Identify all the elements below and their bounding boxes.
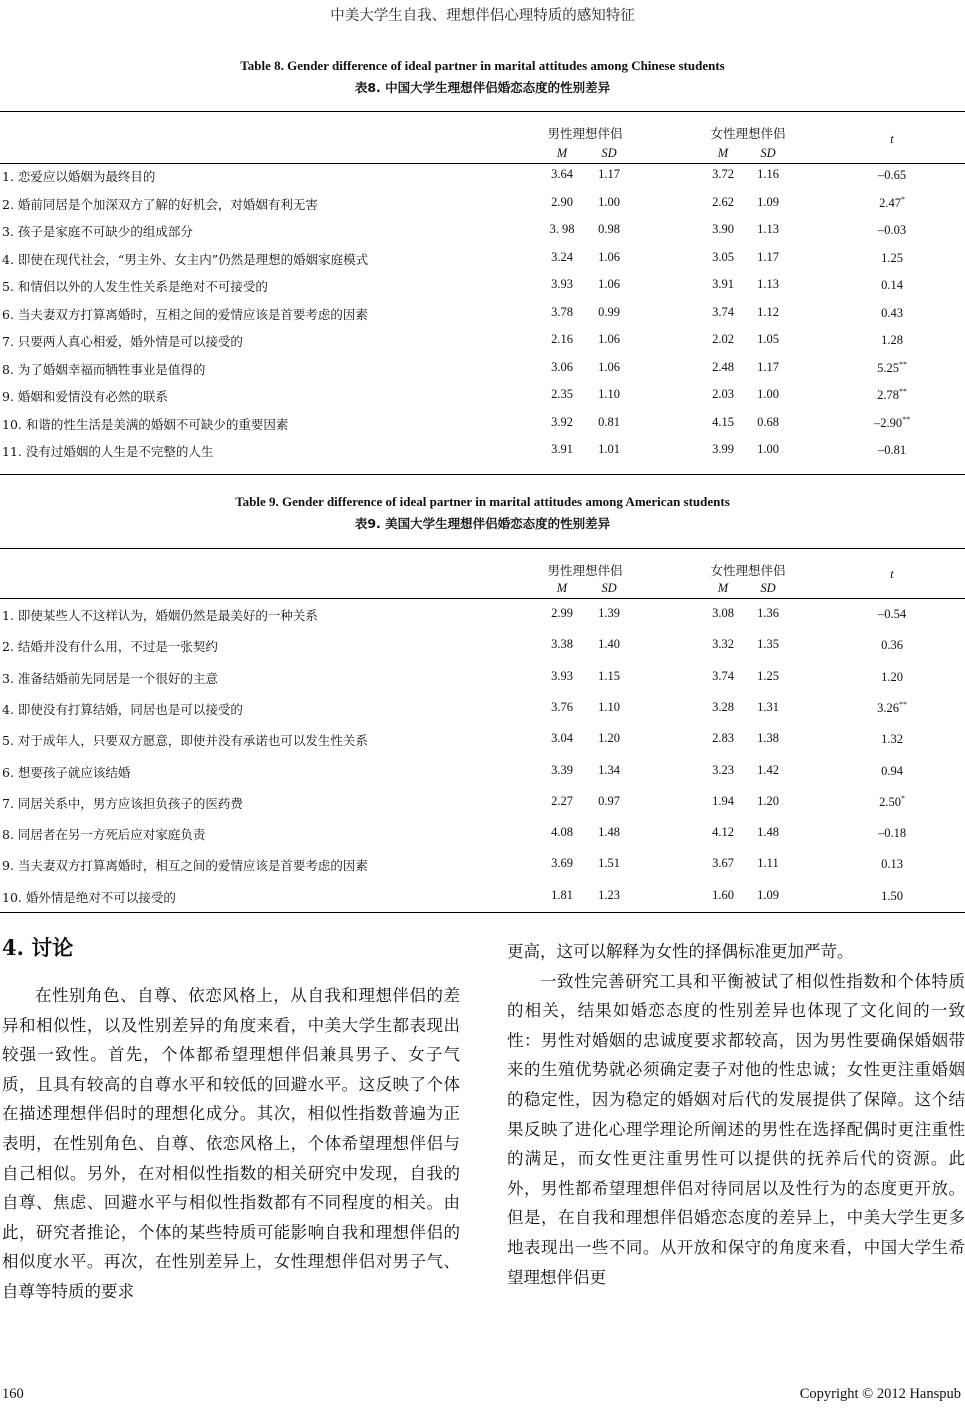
table9-sub-m2: M [717, 581, 729, 595]
significance-marker: * [900, 194, 905, 204]
table8-sub-sd1: SD [601, 146, 617, 160]
table9-bottom-rule [0, 912, 965, 913]
significance-marker: ** [898, 387, 907, 396]
table-row [0, 700, 965, 720]
table-row [0, 763, 965, 783]
cell-t [852, 222, 932, 238]
cell-sd2: 1.20 [757, 793, 779, 808]
cell-m2: 2.48 [712, 359, 734, 374]
cell-sd2: 1.31 [757, 699, 779, 714]
cell-m1: 3.91 [551, 442, 573, 456]
t-value: –2.90 [873, 415, 903, 430]
table-row [0, 305, 965, 325]
table-row [0, 669, 965, 689]
cell-sd1: 1.51 [598, 856, 620, 871]
left-paragraph: 在性别角色、自尊、依恋风格上，从自我和理想伴侣的差异和相似性，以及性别差异的角度来看，中美大学生都表现出较强一致性。首先，个体都希望理想伴侣兼具男子、女子气质，且具有较高的自尊水平和较低的回避水平。这反映了个体在描述理想伴侣时的理想化成分。其次，相似性指数普遍为正表明，在性别角色、自尊、依恋风格上，个体希望理想伴侣与自己相似。另外，在对相似性指数的相关研究中发现，自我的自尊、焦虑、回避水平与相似性指数都有不同程度的相关。由此，研究者推论，个体的某些特质可能影响自我和理想伴侣的相似度水平。再次，在性别差异上，女性理想伴侣对男子气、自尊等特质的要求 [2, 986, 460, 1301]
cell-m1: 2.35 [551, 387, 573, 401]
table-row [0, 250, 965, 270]
table9-sub-sd2: SD [760, 581, 776, 595]
significance-marker: ** [902, 414, 911, 424]
table9-top-rule [0, 548, 965, 549]
cell-m2: 3.72 [712, 167, 734, 181]
cell-m2: 2.62 [712, 194, 734, 209]
t-value: 1.50 [881, 888, 903, 903]
cell-m1: 3.24 [551, 249, 573, 264]
cell-sd1: 1.01 [598, 442, 620, 456]
row-item-text: 10. 婚外情是绝对不可以接受的 [2, 889, 176, 905]
table-row [0, 442, 965, 462]
row-item-text: 2. 婚前同居是个加深双方了解的好机会，对婚姻有利无害 [2, 196, 318, 212]
table8-top-rule [0, 111, 965, 112]
cell-t [852, 669, 932, 685]
cell-m1: 3.69 [551, 856, 573, 871]
table-row [0, 606, 965, 626]
cell-sd1: 1.23 [598, 887, 620, 902]
t-value: –0.54 [877, 607, 907, 621]
cell-m2: 3.67 [712, 856, 734, 871]
row-item-text: 6. 当夫妻双方打算离婚时，互相之间的爱情应该是首要考虑的因素 [2, 306, 368, 322]
row-item-text: 1. 恋爱应以婚姻为最终目的 [2, 169, 156, 184]
cell-m2: 2.03 [712, 387, 734, 401]
cell-sd1: 1.06 [598, 332, 620, 346]
table-row [0, 794, 965, 814]
table9-header-male: 男性理想伴侣 [547, 563, 623, 578]
cell-sd1: 1.39 [598, 606, 620, 620]
table9-sub-m1: M [556, 581, 568, 595]
significance-marker: ** [898, 359, 907, 369]
table-row [0, 415, 965, 435]
row-item-text: 3. 孩子是家庭不可缺少的组成部分 [2, 224, 193, 239]
table9-header-t: t [890, 567, 894, 581]
t-value: 1.20 [881, 669, 903, 684]
cell-sd2: 1.00 [757, 387, 779, 401]
right-column [507, 937, 965, 1292]
cell-m2: 3.90 [712, 222, 734, 236]
cell-sd2: 1.00 [757, 442, 779, 456]
table8-sub-sd2: SD [760, 146, 776, 160]
t-value: 1.32 [881, 732, 903, 747]
t-value: 1.28 [881, 333, 903, 347]
table-row [0, 387, 965, 407]
cell-m1: 2.16 [551, 332, 573, 346]
cell-m1: 3.04 [551, 731, 573, 746]
right-paragraph: 一致性完善研究工具和平衡被试了相似性指数和个体特质的相关，结果如婚恋态度的性别差异也体现了文化间的一致性：男性对婚姻的忠诚度要求都较高，因为男性要确保婚姻带来的生殖优势就必须确定妻子对他的性忠诚；女性更注重婚姻的稳定性，因为稳定的婚姻对后代的发展提供了保障。这个结果反映了进化心理学理论所阐述的男性在选择配偶时更注重性的满足，而女性更注重男性可以提供的抚养后代的资源。此外，男性都希望理想伴侣对待同居以及性行为的态度更开放。但是，在自我和理想伴侣婚恋态度的差异上，中美大学生更多地表现出一些不同。从开放和保守的角度来看，中国大学生希望理想伴侣更 [507, 971, 965, 1287]
right-continuation: 更高，这可以解释为女性的择偶标准更加严苛。 [507, 942, 854, 961]
row-item-text: 5. 和情侣以外的人发生性关系是绝对不可接受的 [2, 279, 268, 294]
cell-sd1: 0.98 [598, 222, 620, 236]
cell-t [852, 700, 932, 716]
cell-t [852, 415, 932, 431]
cell-t [852, 360, 932, 376]
cell-m2: 1.60 [712, 887, 734, 902]
row-item-text: 9. 当夫妻双方打算离婚时，相互之间的爱情应该是首要考虑的因素 [2, 858, 368, 874]
cell-m1: 3.76 [551, 699, 573, 714]
cell-m1: 3.93 [551, 668, 573, 683]
row-item-text: 1. 即使某些人不这样认为，婚姻仍然是最美好的一种关系 [2, 608, 318, 623]
left-column [2, 981, 460, 1307]
cell-sd2: 1.13 [757, 222, 779, 236]
t-value: 0.14 [881, 278, 903, 292]
cell-t [852, 637, 932, 653]
cell-t [852, 856, 932, 872]
table-row [0, 195, 965, 215]
cell-sd2: 1.36 [757, 606, 779, 620]
table8-header-male: 男性理想伴侣 [547, 126, 623, 141]
cell-sd2: 1.11 [757, 856, 779, 871]
row-item-text: 5. 对于成年人，只要双方愿意，即使并没有承诺也可以发生性关系 [2, 733, 368, 749]
cell-sd1: 1.48 [598, 825, 620, 840]
table9-caption-en: Table 9. Gender difference of ideal partner in marital attitudes among American students [235, 494, 730, 509]
t-value: 2.78 [877, 388, 899, 402]
table8-caption-en: Table 8. Gender difference of ideal partner in marital attitudes among Chinese students [240, 58, 725, 73]
row-item-text: 3. 准备结婚前先同居是一个很好的主意 [2, 670, 218, 686]
cell-sd1: 1.10 [598, 699, 620, 714]
cell-sd1: 0.81 [598, 414, 620, 429]
table-row [0, 222, 965, 242]
cell-sd1: 1.40 [598, 637, 620, 652]
table9-caption-zh: 表9. 美国大学生理想伴侣婚恋态度的性别差异 [354, 516, 611, 531]
cell-sd2: 1.42 [757, 762, 779, 777]
t-value: 0.13 [881, 857, 903, 872]
t-value: 0.43 [881, 305, 903, 320]
cell-m2: 2.83 [712, 731, 734, 746]
cell-m2: 1.94 [712, 793, 734, 808]
page-number: 160 [2, 1386, 24, 1402]
cell-t [852, 332, 932, 348]
cell-sd2: 1.25 [757, 668, 779, 683]
cell-sd1: 0.97 [598, 793, 620, 808]
significance-marker: * [900, 793, 905, 803]
cell-t [852, 250, 932, 266]
t-value: –0.65 [877, 168, 907, 182]
t-value: 0.94 [881, 763, 903, 778]
cell-t [852, 731, 932, 747]
table8-sub-m2: M [717, 146, 729, 160]
t-value: –0.18 [877, 826, 907, 841]
row-item-text: 6. 想要孩子就应该结婚 [2, 764, 131, 780]
t-value: 0.36 [881, 638, 903, 653]
cell-t [852, 387, 932, 403]
cell-sd2: 1.09 [757, 887, 779, 902]
cell-sd1: 1.17 [598, 167, 620, 181]
row-item-text: 7. 同居关系中，男方应该担负孩子的医药费 [2, 795, 243, 811]
cell-m1: 3.38 [551, 637, 573, 652]
cell-sd1: 1.00 [598, 194, 620, 209]
cell-sd1: 1.34 [598, 762, 620, 777]
cell-sd2: 1.17 [757, 359, 779, 374]
cell-m2: 3.91 [712, 277, 734, 291]
table8-sub-m1: M [556, 146, 568, 160]
row-item-text: 8. 为了婚姻幸福而牺牲事业是值得的 [2, 361, 206, 377]
cell-sd2: 1.13 [757, 277, 779, 291]
cell-m1: 3.64 [551, 167, 573, 181]
table-row [0, 856, 965, 876]
cell-t [852, 606, 932, 622]
cell-sd1: 1.06 [598, 277, 620, 291]
row-item-text: 4. 即使没有打算结婚，同居也是可以接受的 [2, 701, 243, 717]
row-item-text: 9. 婚姻和爱情没有必然的联系 [2, 389, 168, 404]
cell-m1: 1.81 [551, 887, 573, 902]
t-value: 5.25 [877, 360, 899, 375]
cell-t [852, 888, 932, 904]
cell-m1: 3. 98 [549, 222, 575, 236]
t-value: –0.81 [877, 443, 907, 457]
t-value: 2.47 [879, 195, 901, 210]
table-row [0, 731, 965, 751]
cell-m1: 3.06 [551, 359, 573, 374]
cell-sd1: 1.15 [598, 668, 620, 683]
cell-sd2: 1.17 [757, 249, 779, 264]
cell-t [852, 794, 932, 810]
table8-bottom-rule [0, 474, 965, 475]
cell-m2: 3.05 [712, 249, 734, 264]
significance-marker: ** [898, 699, 907, 709]
row-item-text: 7. 只要两人真心相爱，婚外情是可以接受的 [2, 334, 243, 349]
cell-t [852, 305, 932, 321]
cell-m1: 3.39 [551, 762, 573, 777]
running-head: 中美大学生自我、理想伴侣心理特质的感知特征 [330, 8, 635, 24]
table9-header-rule [0, 598, 965, 599]
cell-sd2: 1.35 [757, 637, 779, 652]
cell-m2: 3.74 [712, 668, 734, 683]
row-item-text: 10. 和谐的性生活是美满的婚姻不可缺少的重要因素 [2, 416, 289, 432]
cell-t [852, 825, 932, 841]
cell-m2: 3.99 [712, 442, 734, 456]
table8-caption-zh: 表8. 中国大学生理想伴侣婚恋态度的性别差异 [354, 80, 611, 95]
cell-sd2: 1.12 [757, 304, 779, 319]
section-title: 4. 讨论 [2, 935, 74, 960]
cell-sd1: 1.06 [598, 249, 620, 264]
cell-m2: 3.23 [712, 762, 734, 777]
cell-t [852, 277, 932, 293]
cell-sd2: 1.48 [757, 825, 779, 840]
row-item-text: 11. 没有过婚姻的人生是不完整的人生 [2, 444, 214, 459]
cell-sd1: 1.20 [598, 731, 620, 746]
table8-header-t: t [890, 132, 894, 146]
row-item-text: 4. 即使在现代社会，“男主外、女主内”仍然是理想的婚姻家庭模式 [2, 251, 369, 267]
table8-header-female: 女性理想伴侣 [710, 126, 786, 141]
cell-m2: 3.28 [712, 699, 734, 714]
cell-sd2: 1.05 [757, 332, 779, 346]
cell-sd1: 0.99 [598, 304, 620, 319]
cell-m1: 2.27 [551, 793, 573, 808]
table8-header-rule [0, 163, 965, 164]
table-row [0, 167, 965, 187]
table-row [0, 637, 965, 657]
cell-m1: 3.78 [551, 304, 573, 319]
cell-sd1: 1.10 [598, 387, 620, 401]
cell-m1: 4.08 [551, 825, 573, 840]
cell-sd2: 1.09 [757, 194, 779, 209]
cell-m2: 4.12 [712, 825, 734, 840]
table9-header-female: 女性理想伴侣 [710, 563, 786, 578]
copyright: Copyright © 2012 Hanspub [799, 1386, 961, 1402]
cell-m2: 2.02 [712, 332, 734, 346]
cell-sd1: 1.06 [598, 359, 620, 374]
table-row [0, 825, 965, 845]
table-row [0, 360, 965, 380]
table-row [0, 888, 965, 908]
cell-m2: 3.74 [712, 304, 734, 319]
table9-sub-sd1: SD [601, 581, 617, 595]
t-value: 1.25 [881, 250, 903, 265]
row-item-text: 8. 同居者在另一方死后应对家庭负责 [2, 827, 206, 843]
t-value: 3.26 [877, 700, 899, 715]
table-row [0, 277, 965, 297]
cell-m1: 2.99 [551, 606, 573, 620]
row-item-text: 2. 结婚并没有什么用，不过是一张契约 [2, 639, 218, 655]
cell-t [852, 442, 932, 458]
cell-m1: 3.92 [551, 414, 573, 429]
cell-t [852, 167, 932, 183]
t-value: –0.03 [877, 223, 907, 237]
cell-m2: 3.08 [712, 606, 734, 620]
t-value: 2.50 [879, 794, 901, 809]
cell-sd2: 0.68 [757, 414, 779, 429]
cell-sd2: 1.38 [757, 731, 779, 746]
cell-sd2: 1.16 [757, 167, 779, 181]
cell-m1: 3.93 [551, 277, 573, 291]
cell-t [852, 195, 932, 211]
cell-m1: 2.90 [551, 194, 573, 209]
cell-m2: 3.32 [712, 637, 734, 652]
table-row [0, 332, 965, 352]
cell-t [852, 763, 932, 779]
cell-m2: 4.15 [712, 414, 734, 429]
